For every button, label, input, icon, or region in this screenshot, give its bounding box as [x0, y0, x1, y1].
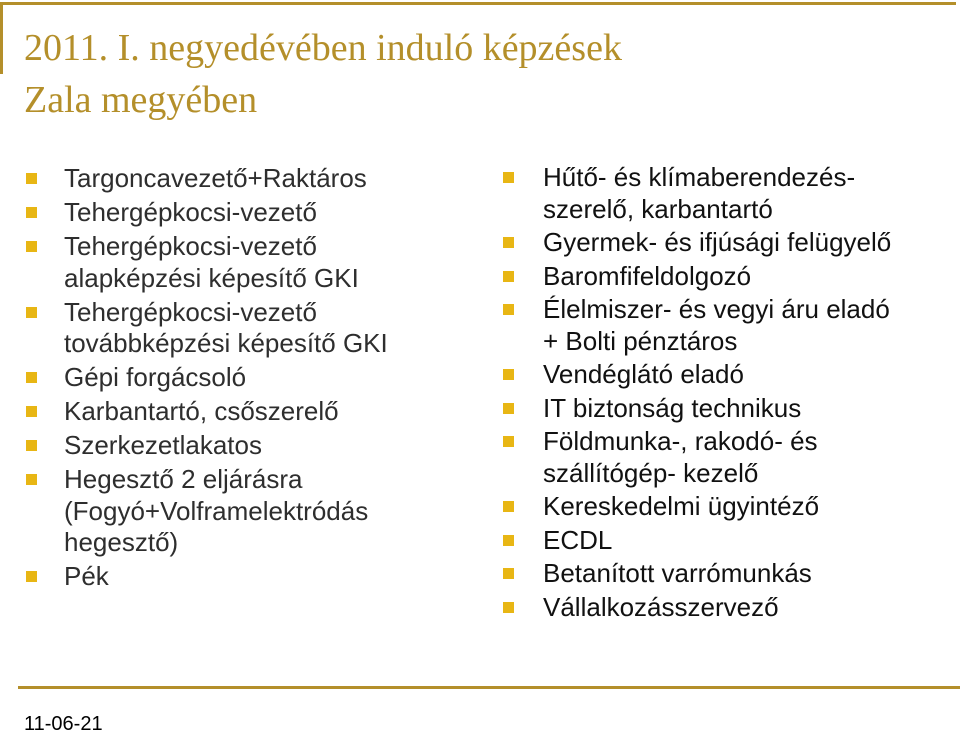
- course-name-line: Betanított varrómunkás: [543, 558, 812, 588]
- square-bullet-icon: [503, 602, 514, 613]
- course-name-line: Tehergépkocsi-vezető: [64, 231, 317, 261]
- course-name-line: Tehergépkocsi-vezető: [64, 197, 317, 227]
- course-name-line: Targoncavezető+Raktáros: [64, 163, 367, 193]
- course-name-line: Gyermek- és ifjúsági felügyelő: [543, 227, 892, 257]
- square-bullet-icon: [503, 535, 514, 546]
- course-list-item: [26, 231, 466, 294]
- course-name-line: szállítógép- kezelő: [543, 457, 759, 488]
- course-list-item: [503, 261, 943, 293]
- square-bullet-icon: [26, 440, 37, 451]
- course-name-line: Kereskedelmi ügyintéző: [543, 491, 820, 521]
- course-list-item: [503, 558, 943, 590]
- course-name-line: Hegesztő 2 eljárásra: [64, 464, 303, 494]
- course-name-line: szerelő, karbantartó: [543, 193, 773, 224]
- square-bullet-icon: [503, 568, 514, 579]
- course-list-item: [26, 464, 466, 559]
- course-list-item: [503, 525, 943, 557]
- slide-title-line-1: 2011. I. negyedévében induló képzések: [24, 27, 622, 69]
- square-bullet-icon: [503, 271, 514, 282]
- footer-divider: [18, 686, 960, 689]
- course-list-item: [503, 294, 943, 357]
- course-list-item: [503, 426, 943, 489]
- course-name-line: Földmunka-, rakodó- és: [543, 426, 818, 456]
- course-name-line: Vendéglátó eladó: [543, 359, 744, 389]
- course-name-line: Vállalkozásszervező: [543, 591, 779, 622]
- course-name-line: Pék: [64, 561, 109, 591]
- course-name-line: Szerkezetlakatos: [64, 430, 262, 460]
- course-list-item: [26, 297, 466, 360]
- course-list-item: [503, 359, 943, 391]
- course-name-line: hegesztő): [64, 527, 179, 557]
- square-bullet-icon: [26, 474, 37, 485]
- square-bullet-icon: [503, 237, 514, 248]
- square-bullet-icon: [503, 436, 514, 447]
- square-bullet-icon: [503, 304, 514, 315]
- course-list-item: [503, 393, 943, 425]
- square-bullet-icon: [26, 207, 37, 218]
- square-bullet-icon: [26, 406, 37, 417]
- course-name-line: Élelmiszer- és vegyi áru eladó: [543, 294, 890, 324]
- left-course-list: [26, 163, 466, 595]
- square-bullet-icon: [26, 173, 37, 184]
- course-name-line: Hűtő- és klímaberendezés-: [543, 162, 856, 192]
- square-bullet-icon: [503, 369, 514, 380]
- course-name-line: Karbantartó, csőszerelő: [64, 396, 339, 426]
- course-name-line: Baromfifeldolgozó: [543, 260, 752, 291]
- course-list-item: [26, 362, 466, 394]
- course-list-item: [503, 162, 943, 225]
- square-bullet-icon: [503, 501, 514, 512]
- square-bullet-icon: [26, 307, 37, 318]
- slide-title-line-2: Zala megyében: [24, 79, 258, 121]
- course-name-line: alapképzési képesítő GKI: [64, 262, 359, 293]
- course-list-item: [26, 561, 466, 593]
- course-list-item: [26, 163, 466, 195]
- square-bullet-icon: [503, 403, 514, 414]
- course-name-line: IT biztonság technikus: [543, 392, 802, 423]
- course-list-item: [26, 430, 466, 462]
- slide-title: [24, 22, 622, 126]
- square-bullet-icon: [26, 571, 37, 582]
- slide-date: 11-06-21: [24, 713, 103, 735]
- course-name-line: ECDL: [543, 524, 613, 555]
- square-bullet-icon: [26, 372, 37, 383]
- right-course-list: [503, 162, 943, 625]
- course-name-line: + Bolti pénztáros: [543, 325, 738, 356]
- course-name-line: Tehergépkocsi-vezető: [64, 296, 317, 327]
- course-list-item: [26, 197, 466, 229]
- course-list-item: [503, 227, 943, 259]
- course-name-line: (Fogyó+Volframelektródás: [64, 495, 369, 526]
- square-bullet-icon: [26, 241, 37, 252]
- course-list-item: [503, 491, 943, 523]
- course-name-line: Gépi forgácsoló: [64, 362, 247, 392]
- course-list-item: [26, 396, 466, 428]
- course-name-line: továbbképzési képesítő GKI: [64, 328, 388, 358]
- square-bullet-icon: [503, 172, 514, 183]
- course-list-item: [503, 592, 943, 624]
